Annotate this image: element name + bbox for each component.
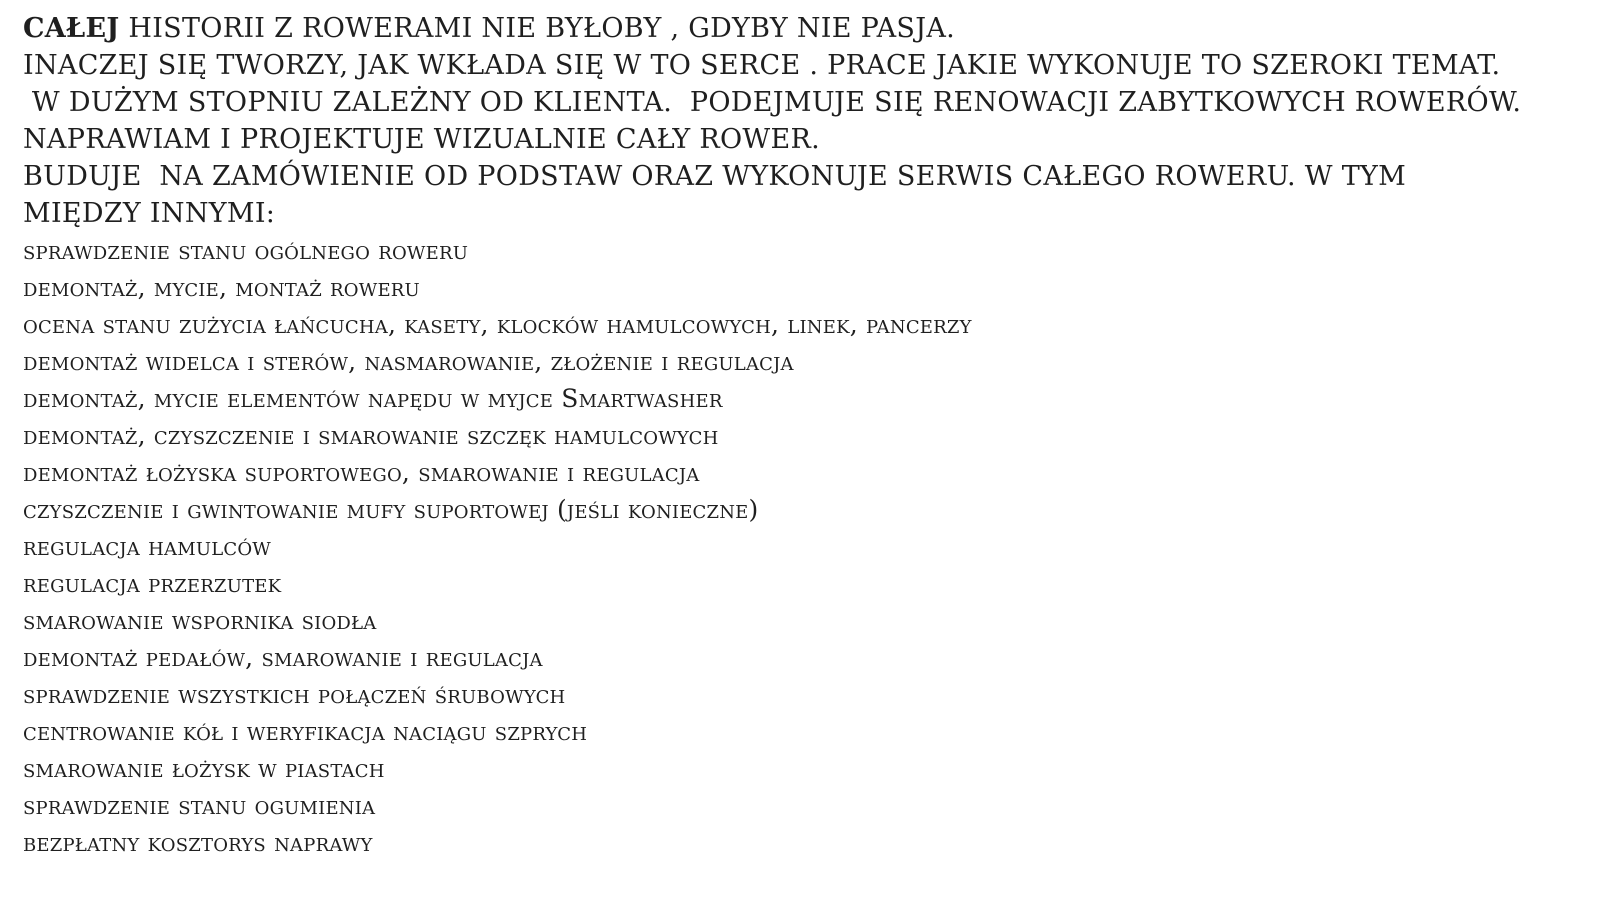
service-item: sprawdzenie wszystkich połączeń śrubowych: [23, 680, 566, 709]
service-item: regulacja hamulców: [23, 532, 272, 561]
service-item: regulacja przerzutek: [23, 569, 282, 598]
intro-line-1: [23, 10, 1583, 47]
service-item: czyszczenie i gwintowanie mufy suportowej (jeśli konieczne): [23, 495, 759, 524]
service-item: demontaż łożyska suportowego, smarowanie i regulacja: [23, 458, 700, 487]
service-item: demontaż widelca i sterów, nasmarowanie, złożenie i regulacja: [23, 347, 794, 376]
intro-line-3: W DUŻYM STOPNIU ZALEŻNY OD KLIENTA. PODEJMUJE SIĘ RENOWACJI ZABYTKOWYCH ROWERÓW.: [23, 87, 1522, 118]
service-item: smarowanie wspornika siodła: [23, 606, 377, 635]
service-item: smarowanie łożysk w piastach: [23, 754, 385, 783]
service-item: centrowanie kół i weryfikacja naciągu szprych: [23, 717, 588, 746]
intro-line-6: MIĘDZY INNYMI:: [23, 198, 276, 229]
intro-line-4: NAPRAWIAM I PROJEKTUJE WIZUALNIE CAŁY ROWER.: [23, 124, 820, 155]
document-body: [23, 10, 1583, 861]
service-item: sprawdzenie stanu ogólnego roweru: [23, 236, 469, 265]
intro-line-5: BUDUJE NA ZAMÓWIENIE OD PODSTAW ORAZ WYKONUJE SERWIS CAŁEGO ROWERU. W TYM: [23, 161, 1407, 192]
intro-lead-word: CAŁEJ: [23, 13, 120, 44]
service-item: ocena stanu zużycia łańcucha, kasety, klocków hamulcowych, linek, pancerzy: [23, 310, 972, 339]
service-item: bezpłatny kosztorys naprawy: [23, 828, 373, 857]
service-item: sprawdzenie stanu ogumienia: [23, 791, 376, 820]
service-item: demontaż, mycie, montaż roweru: [23, 273, 420, 302]
service-item: demontaż, czyszczenie i smarowanie szczęk hamulcowych: [23, 421, 719, 450]
intro-line-1-text: HISTORII Z ROWERAMI NIE BYŁOBY , GDYBY NIE PASJA.: [119, 13, 956, 44]
intro-line-2: INACZEJ SIĘ TWORZY, JAK WKŁADA SIĘ W TO SERCE . PRACE JAKIE WYKONUJE TO SZEROKI TEMAT.: [23, 50, 1501, 81]
service-item: demontaż, mycie elementów napędu w myjce Smartwasher: [23, 384, 723, 413]
service-item: demontaż pedałów, smarowanie i regulacja: [23, 643, 543, 672]
services-list: [23, 232, 1583, 861]
